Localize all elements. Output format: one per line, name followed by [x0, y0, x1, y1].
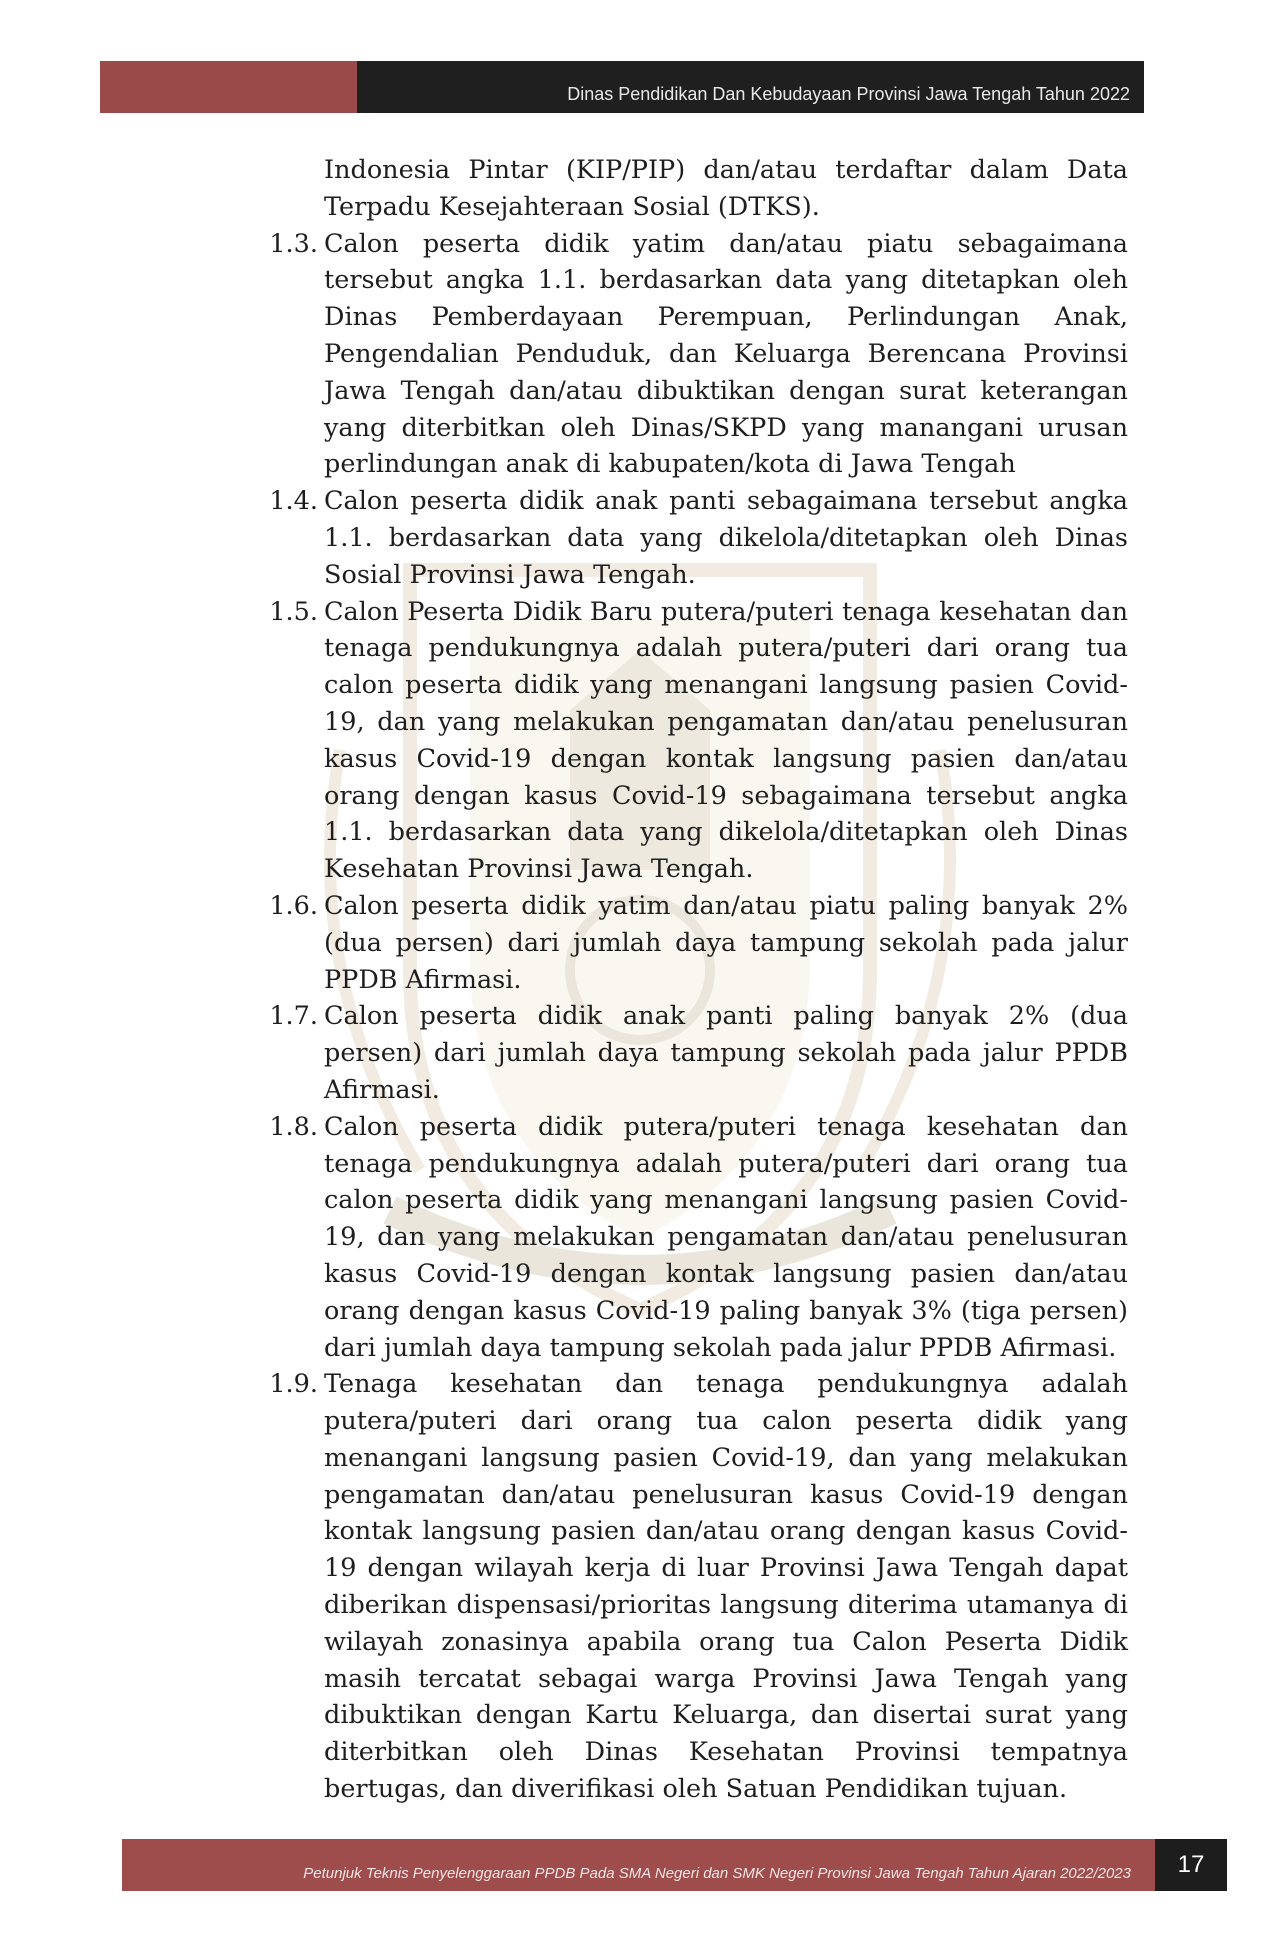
list-item: [258, 1109, 1128, 1367]
list-item: [258, 1366, 1128, 1808]
list-item: [258, 483, 1128, 593]
list-item: [258, 226, 1128, 484]
list-item-number: 1.6.: [269, 890, 318, 921]
header-title: Dinas Pendidikan Dan Kebudayaan Provinsi Jawa Tengah Tahun 2022: [357, 61, 1144, 113]
list-item-text: Tenaga kesehatan dan tenaga pendukungnya adalah putera/puteri dari orang tua calon peserta didik yang menangani langsung pasien Covid-19, dan yang melakukan pengamatan dan/atau penelusuran kasus Covid-19 dengan kontak langsung pasien dan/atau orang dengan kasus Covid-19 dengan wilayah kerja di luar Provinsi Jawa Tengah dapat diberikan dispensasi/prioritas langsung diterima utamanya di wilayah zonasinya apabila orang tua Calon Peserta Didik masih tercatat sebagai warga Provinsi Jawa Tengah yang dibuktikan dengan Kartu Keluarga, dan disertai surat yang diterbitkan oleh Dinas Kesehatan Provinsi tempatnya bertugas, dan diverifikasi oleh Satuan Pendidikan tujuan.: [324, 1369, 1128, 1805]
list-item-number: 1.7.: [269, 1001, 318, 1032]
list-item: [258, 888, 1128, 998]
list-item-number: 1.9.: [269, 1369, 318, 1400]
list-item-text: Calon peserta didik yatim dan/atau piatu paling banyak 2% (dua persen) dari jumlah daya tampung sekolah pada jalur PPDB Afirmasi.: [324, 890, 1128, 995]
page-number: 17: [1155, 1839, 1227, 1891]
header-accent-block: [100, 61, 357, 113]
intro-paragraph: Indonesia Pintar (KIP/PIP) dan/atau terdaftar dalam Data Terpadu Kesejahteraan Sosial (DTKS).: [324, 155, 1128, 222]
list-item: [258, 998, 1128, 1108]
page-header: [100, 61, 1144, 113]
list-item-text: Calon Peserta Didik Baru putera/puteri tenaga kesehatan dan tenaga pendukungnya adalah putera/puteri dari orang tua calon peserta didik yang menangani langsung pasien Covid-19, dan yang melakukan pengamatan dan/atau penelusuran kasus Covid-19 dengan kontak langsung pasien dan/atau orang dengan kasus Covid-19 sebagaimana tersebut angka 1.1. berdasarkan data yang dikelola/ditetapkan oleh Dinas Kesehatan Provinsi Jawa Tengah.: [324, 596, 1128, 885]
list-item-text: Calon peserta didik anak panti sebagaimana tersebut angka 1.1. berdasarkan data yang dikelola/ditetapkan oleh Dinas Sosial Provinsi Jawa Tengah.: [324, 486, 1128, 590]
list-item-number: 1.5.: [269, 596, 318, 627]
list-item-text: Calon peserta didik yatim dan/atau piatu sebagaimana tersebut angka 1.1. berdasarkan data yang ditetapkan oleh Dinas Pemberdayaan Perempuan, Perlindungan Anak, Pengendalian Penduduk, dan Keluarga Berencana Provinsi Jawa Tengah dan/atau dibuktikan dengan surat keterangan yang diterbitkan oleh Dinas/SKPD yang manangani urusan perlindungan anak di kabupaten/kota di Jawa Tengah: [324, 228, 1128, 480]
list-item-number: 1.3.: [269, 228, 318, 259]
footer-title: Petunjuk Teknis Penyelenggaraan PPDB Pada SMA Negeri dan SMK Negeri Provinsi Jawa Tengah Tahun Ajaran 2022/2023: [122, 1839, 1155, 1891]
list-item-number: 1.8.: [269, 1111, 318, 1142]
list-item-text: Calon peserta didik anak panti paling banyak 2% (dua persen) dari jumlah daya tampung sekolah pada jalur PPDB Afirmasi.: [324, 1001, 1128, 1105]
document-body: [258, 152, 1128, 1808]
list-item-text: Calon peserta didik putera/puteri tenaga kesehatan dan tenaga pendukungnya adalah putera/puteri dari orang tua calon peserta didik yang menangani langsung pasien Covid-19, dan yang melakukan pengamatan dan/atau penelusuran kasus Covid-19 dengan kontak langsung pasien dan/atau orang dengan kasus Covid-19 paling banyak 3% (tiga persen) dari jumlah daya tampung sekolah pada jalur PPDB Afirmasi.: [324, 1111, 1128, 1363]
page-footer: [122, 1839, 1227, 1891]
list-item: [258, 594, 1128, 888]
list-item-number: 1.4.: [269, 486, 318, 517]
